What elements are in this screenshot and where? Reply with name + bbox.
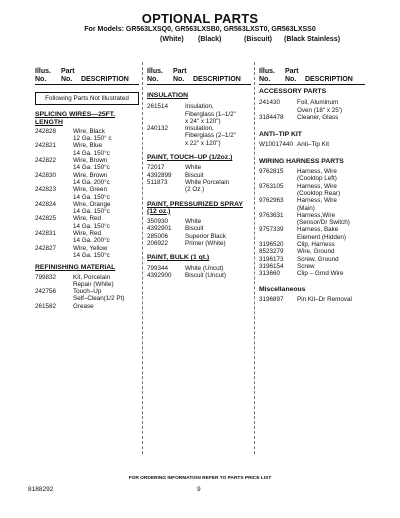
part-row: [147, 125, 251, 147]
part-row: [259, 256, 367, 263]
part-row: [259, 241, 367, 248]
harness-heading: WIRING HARNESS PARTS: [259, 157, 344, 165]
part-description: [185, 103, 251, 125]
part-row: [259, 168, 367, 183]
part-description: [73, 303, 139, 310]
part-description: [73, 215, 139, 230]
description-line: Harness, Wire: [297, 182, 337, 190]
description-line: 14 Ga. 200°c: [73, 178, 110, 186]
description-line: Foil, Aluminum: [297, 99, 339, 107]
variant-white: (White): [160, 36, 184, 43]
description-line: Wire, Black: [73, 127, 105, 135]
description-line: Fiberglass (1–1/2": [185, 110, 236, 118]
column-3: [259, 88, 367, 303]
part-number: 3196520: [259, 241, 284, 249]
part-no-heading: Part No.: [61, 68, 75, 83]
description-line: Harness, Bake: [297, 226, 339, 234]
description-line: 14 Ga. 150°c: [73, 208, 110, 216]
illus-no-heading: Illus. No.: [259, 68, 275, 83]
part-description: [73, 230, 139, 245]
part-number: 242828: [35, 127, 57, 135]
description-line: 14 Ga. 150°c: [73, 164, 110, 172]
description-heading: DESCRIPTION: [81, 76, 129, 83]
part-number: 242821: [35, 142, 57, 150]
description-line: (Cooktop Rear): [297, 189, 341, 197]
description-line: White (Uncut): [185, 264, 224, 272]
description-line: White Porcelain: [185, 178, 230, 186]
part-number: 261514: [147, 103, 169, 111]
part-row: [259, 270, 367, 277]
description-line: Wire, Blue: [73, 142, 103, 150]
part-row: [35, 157, 139, 172]
variant-black-stainless: (Black Stainless): [284, 36, 341, 43]
page-number: 9: [197, 486, 201, 493]
part-description: [73, 288, 139, 303]
part-number: 9757339: [259, 226, 284, 234]
part-row: [147, 218, 251, 225]
description-line: Wire, Red: [73, 230, 101, 238]
part-row: [259, 263, 367, 270]
description-line: x 24" x 120"): [185, 117, 221, 125]
insulation-heading: INSULATION: [147, 92, 189, 99]
description-line: (Cooktop Left): [297, 175, 337, 183]
description-line: Biscuit (Uncut): [185, 271, 226, 279]
part-description: [185, 164, 251, 171]
splicing-wires-list: [35, 128, 139, 259]
description-line: Fiberglass (2–1/2": [185, 132, 236, 140]
part-number: 4392901: [147, 225, 172, 233]
part-number: 9763631: [259, 211, 284, 219]
description-line: Clip, Harness: [297, 241, 335, 249]
part-description: [185, 218, 251, 225]
variant-biscuit: (Biscuit): [244, 36, 272, 43]
header-rule: [259, 84, 365, 85]
part-row: [35, 215, 139, 230]
part-number: 242823: [35, 186, 57, 194]
description-line: Wire, Red: [73, 215, 101, 223]
part-row: [35, 128, 139, 143]
description-line: Wire, Ground: [297, 248, 335, 256]
description-line: Element (Hidden): [297, 233, 346, 241]
description-line: Wire, Brown: [73, 171, 108, 179]
part-description: [185, 233, 251, 240]
part-row: [35, 172, 139, 187]
part-row: [147, 172, 251, 179]
header-rule: [35, 84, 139, 85]
description-line: Screw, Ground: [297, 255, 339, 263]
part-description: [185, 172, 251, 179]
misc-list: [259, 296, 367, 303]
part-number: 240132: [147, 125, 169, 133]
bulk-list: [147, 265, 251, 280]
part-number: 9763105: [259, 182, 284, 190]
description-line: (Sensor/Dr Switch): [297, 219, 350, 227]
part-number: 511873: [147, 178, 168, 186]
harness-list: [259, 168, 367, 277]
description-line: x 22" x 120"): [185, 139, 221, 147]
part-description: [297, 168, 367, 183]
part-row: [147, 225, 251, 232]
insulation-list: [147, 103, 251, 147]
part-description: [185, 265, 251, 272]
part-description: [297, 270, 367, 277]
part-description: [297, 256, 367, 263]
description-line: Biscuit: [185, 225, 204, 233]
part-number: 242827: [35, 244, 57, 252]
description-line: 12 Ga. 150° c: [73, 135, 112, 143]
touchup-list: [147, 164, 251, 193]
part-number: 799344: [147, 264, 169, 272]
accessory-list: [259, 99, 367, 121]
part-row: [259, 99, 367, 114]
antitip-heading: ANTI–TIP KIT: [259, 131, 302, 139]
description-line: Touch–Up: [73, 288, 102, 296]
description-line: Harness, Wire: [297, 197, 337, 205]
part-number: 9762963: [259, 197, 284, 205]
accessory-heading: ACCESSORY PARTS: [259, 88, 327, 95]
part-number: 242831: [35, 230, 57, 238]
part-description: [297, 226, 367, 241]
model-list: For Models: GR563LXSQ0, GR563LXSB0, GR563LXST0, GR563LXSS0: [84, 26, 316, 33]
column-divider: [142, 62, 143, 454]
part-description: [297, 197, 367, 212]
part-description: [297, 296, 367, 303]
description-line: Insulation,: [185, 103, 214, 111]
description-line: Anti–Tip Kit: [297, 141, 329, 149]
part-number: 206922: [147, 240, 169, 248]
part-number: 242756: [35, 288, 57, 296]
document-number: 8188292: [28, 486, 54, 493]
part-number: 799832: [35, 273, 57, 281]
illus-no-heading: Illus. No.: [35, 68, 51, 83]
part-number: 8523279: [259, 248, 284, 256]
part-description: [73, 128, 139, 143]
description-heading: DESCRIPTION: [193, 76, 241, 83]
part-number: 242830: [35, 171, 57, 179]
part-row: [147, 265, 251, 272]
part-row: [35, 288, 139, 303]
page-title: OPTIONAL PARTS: [141, 11, 259, 26]
part-row: [35, 245, 139, 260]
description-line: 14 Ga. 200°c: [73, 237, 110, 245]
not-illustrated-note: Following Parts Not Illustrated: [35, 92, 139, 105]
part-description: [185, 240, 251, 247]
part-no-heading: Part No.: [173, 68, 187, 83]
part-description: [297, 114, 367, 121]
part-description: [297, 183, 367, 198]
part-number: 3184478: [259, 113, 284, 121]
part-description: [297, 212, 367, 227]
part-description: [297, 263, 367, 270]
part-description: [73, 201, 139, 216]
touchup-heading: PAINT, TOUCH–UP (1/2oz.): [147, 154, 233, 162]
part-number: 72017: [147, 164, 165, 172]
description-line: (2 Oz.): [185, 186, 205, 194]
part-description: [185, 179, 251, 194]
splicing-wires-heading: SPLICING WIRES—25FT. LENGTH: [35, 111, 116, 126]
column-1: [35, 88, 139, 310]
description-line: 14 Ga. 150°c: [73, 251, 110, 259]
part-number: 9762815: [259, 168, 284, 176]
part-number: 313660: [259, 270, 281, 278]
part-row: [259, 296, 367, 303]
part-row: [147, 240, 251, 247]
part-number: 242822: [35, 157, 57, 165]
part-row: [147, 179, 251, 194]
part-description: [297, 241, 367, 248]
column-2: [147, 88, 251, 279]
description-line: Cleaner, Glass: [297, 113, 339, 121]
description-line: Harness, Wire: [297, 168, 337, 176]
description-line: Primer (White): [185, 240, 226, 248]
part-description: [185, 125, 251, 147]
part-row: [35, 303, 139, 310]
spray-heading: PAINT, PRESSURIZED SPRAY (12 oz.): [147, 200, 243, 215]
part-row: [147, 272, 251, 279]
description-line: Wire, Orange: [73, 200, 111, 208]
description-line: (Main): [297, 204, 315, 212]
ordering-note: FOR ORDERING INFORMATION REFER TO PARTS PRICE LIST: [128, 476, 272, 481]
description-line: White: [185, 218, 202, 226]
part-row: [147, 233, 251, 240]
description-line: Grease: [73, 302, 94, 310]
description-line: Harness,Wire: [297, 211, 336, 219]
bulk-heading: PAINT, BULK (1 qt.): [147, 254, 210, 262]
part-row: [259, 226, 367, 241]
part-row: [259, 212, 367, 227]
part-description: [185, 225, 251, 232]
part-row: [35, 142, 139, 157]
description-line: Oven (18" x 25'): [297, 106, 343, 114]
description-line: Pin Kit–Dr Removal: [297, 295, 352, 303]
column-divider: [254, 62, 255, 454]
part-description: [73, 142, 139, 157]
part-number: 242825: [35, 215, 57, 223]
refinishing-list: [35, 274, 139, 310]
misc-heading: Miscellaneous: [259, 285, 306, 293]
description-line: Wire, Green: [73, 186, 107, 194]
header-rule: [147, 84, 251, 85]
part-row: [35, 186, 139, 201]
part-row: [35, 201, 139, 216]
part-description: [297, 248, 367, 255]
description-line: Kit, Porcelain: [73, 273, 111, 281]
part-description: [73, 186, 139, 201]
description-line: Screw: [297, 262, 315, 270]
part-row: [259, 248, 367, 255]
part-row: [259, 183, 367, 198]
description-line: 14 Ga. 150°c: [73, 149, 110, 157]
antitip-list: [259, 141, 367, 148]
part-number: 285006: [147, 232, 169, 240]
part-description: [73, 245, 139, 260]
description-line: Superior Black: [185, 232, 226, 240]
part-row: [147, 164, 251, 171]
part-row: [147, 103, 251, 125]
part-number: 241430: [259, 99, 281, 107]
part-number: 3196897: [259, 295, 284, 303]
description-line: White: [185, 164, 202, 172]
part-description: [73, 172, 139, 187]
illus-no-heading: Illus. No.: [147, 68, 163, 83]
part-row: [35, 230, 139, 245]
part-number: 3196154: [259, 262, 284, 270]
description-line: Insulation,: [185, 125, 214, 133]
part-description: [185, 272, 251, 279]
part-no-heading: Part No.: [285, 68, 299, 83]
part-number: 350930: [147, 218, 169, 226]
part-description: [297, 99, 367, 114]
part-number: 3196173: [259, 255, 284, 263]
description-line: Repair (White): [73, 280, 114, 288]
part-row: [259, 141, 367, 148]
description-line: 14 Ga. 150°c: [73, 222, 110, 230]
description-line: Wire, Yellow: [73, 244, 108, 252]
part-number: 4392899: [147, 171, 172, 179]
part-row: [35, 274, 139, 289]
description-line: 14 Ga. 150°c: [73, 193, 110, 201]
description-heading: DESCRIPTION: [305, 76, 353, 83]
description-line: Self–Clean(1/2 Pt): [73, 295, 125, 303]
part-description: [73, 157, 139, 172]
description-line: Biscuit: [185, 171, 204, 179]
spray-list: [147, 218, 251, 247]
part-number: W10017440: [259, 141, 293, 149]
refinishing-heading: REFINISHING MATERIAL: [35, 264, 116, 272]
description-line: Clip – Grnd Wire: [297, 270, 344, 278]
part-number: 4392900: [147, 271, 172, 279]
part-number: 242824: [35, 200, 57, 208]
description-line: Wire, Brown: [73, 157, 108, 165]
part-row: [259, 197, 367, 212]
part-description: [297, 141, 367, 148]
part-description: [73, 274, 139, 289]
part-number: 261582: [35, 302, 57, 310]
variant-black: (Black): [198, 36, 222, 43]
part-row: [259, 114, 367, 121]
